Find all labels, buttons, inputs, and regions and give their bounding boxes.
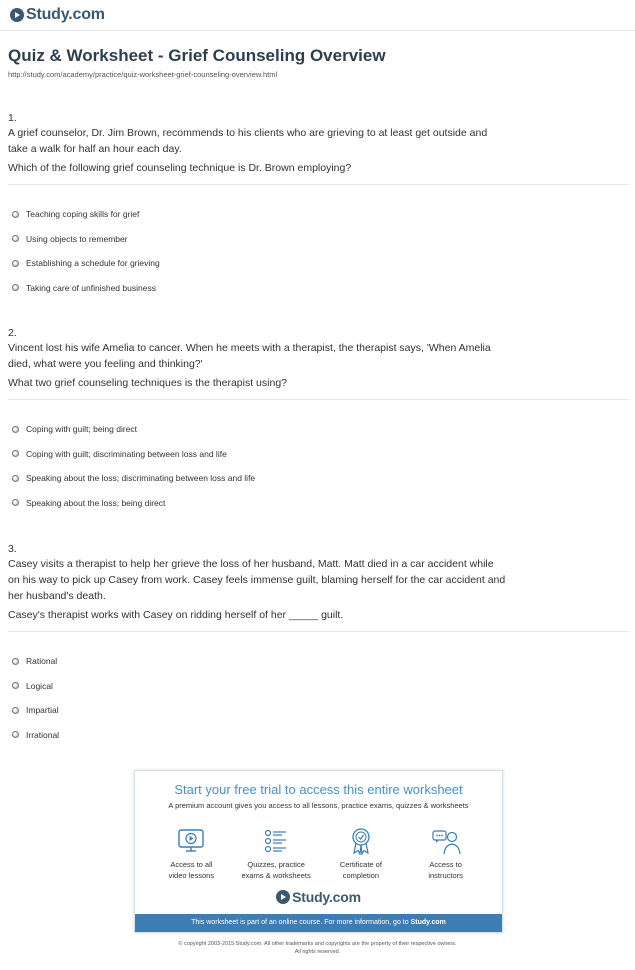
promo-title[interactable]: Start your free trial to access this entire worksheet xyxy=(174,782,463,797)
answer-option[interactable] xyxy=(12,227,160,252)
feature-label: exams & worksheets xyxy=(241,871,311,880)
header-divider xyxy=(0,30,635,31)
answer-option[interactable] xyxy=(12,698,59,723)
question-text: Vincent lost his wife Amelia to cancer. When he meets with a therapist, the therapist says, 'When Amelia died, what were you feeling and thinking?' xyxy=(8,342,491,370)
question-3 xyxy=(8,542,508,632)
feature-label: Access to all xyxy=(170,860,213,869)
answer-label: Establishing a schedule for grieving xyxy=(26,258,160,269)
answer-label: Coping with guilt; discriminating between loss and life xyxy=(26,448,227,459)
feature-certificate xyxy=(321,826,401,881)
radio-button[interactable] xyxy=(12,475,19,482)
answer-option[interactable] xyxy=(12,202,160,227)
question-prompt: What two grief counseling techniques is the therapist using? xyxy=(8,377,287,389)
study-logo-icon[interactable] xyxy=(10,8,24,22)
answer-label: Teaching coping skills for grief xyxy=(26,209,140,220)
certificate-icon xyxy=(321,826,401,856)
answer-option[interactable] xyxy=(12,417,255,442)
question-prompt: Casey's therapist works with Casey on ridding herself of her _____ guilt. xyxy=(8,609,344,621)
question-2 xyxy=(8,326,508,400)
copyright-footer xyxy=(0,940,635,956)
radio-button[interactable] xyxy=(12,260,19,267)
feature-quizzes xyxy=(236,826,316,881)
question-number: 1. xyxy=(8,112,17,124)
feature-label: Access to xyxy=(429,860,462,869)
answer-label: Speaking about the loss; discriminating between loss and life xyxy=(26,473,256,484)
answer-option[interactable] xyxy=(12,442,255,467)
answer-label: Speaking about the loss; being direct xyxy=(26,497,166,508)
copyright-line: © copyright 2003-2015 Study.com. All other trademarks and copyrights are the property of their respective owners. xyxy=(178,941,457,947)
answer-option[interactable] xyxy=(12,491,255,516)
question-1-options xyxy=(12,202,160,300)
radio-button[interactable] xyxy=(12,731,19,738)
question-3-options xyxy=(12,649,59,747)
answer-label: Using objects to remember xyxy=(26,233,128,244)
copyright-line: All rights reserved. xyxy=(294,949,341,955)
promo-bar-text: This worksheet is part of an online course. For more information, go to xyxy=(191,919,409,926)
answer-option[interactable] xyxy=(12,649,59,674)
premium-promo-box xyxy=(134,770,503,933)
feature-label: Certificate of xyxy=(339,860,382,869)
study-logo-icon xyxy=(276,890,290,904)
radio-button[interactable] xyxy=(12,450,19,457)
answer-option[interactable] xyxy=(12,723,59,748)
radio-button[interactable] xyxy=(12,707,19,714)
site-logo-text[interactable]: Study.com xyxy=(26,6,105,23)
answer-label: Rational xyxy=(26,656,58,667)
answer-option[interactable] xyxy=(12,674,59,699)
radio-button[interactable] xyxy=(12,658,19,665)
feature-video-lessons xyxy=(151,826,231,881)
question-divider xyxy=(8,399,628,400)
radio-button[interactable] xyxy=(12,235,19,242)
video-icon xyxy=(151,826,231,856)
promo-info-bar xyxy=(135,914,502,932)
answer-option[interactable] xyxy=(12,276,160,301)
answer-label: Taking care of unfinished business xyxy=(26,282,156,293)
promo-logo[interactable] xyxy=(135,889,502,905)
question-divider xyxy=(8,184,628,185)
radio-button[interactable] xyxy=(12,426,19,433)
radio-button[interactable] xyxy=(12,499,19,506)
question-number: 3. xyxy=(8,543,17,555)
answer-label: Logical xyxy=(26,680,53,691)
feature-label: Quizzes, practice xyxy=(247,860,305,869)
promo-bar-link[interactable]: Study.com xyxy=(410,919,446,926)
question-divider xyxy=(8,631,628,632)
question-2-options xyxy=(12,417,255,515)
feature-label: completion xyxy=(342,871,380,880)
feature-instructors xyxy=(406,826,486,881)
answer-option[interactable] xyxy=(12,251,160,276)
feature-label: instructors xyxy=(428,871,463,880)
site-header xyxy=(10,4,105,26)
question-text: Casey visits a therapist to help her grieve the loss of her husband, Matt. Matt died in a car accident while on his way to pick up Casey from work. Casey feels immense guilt, blaming herself for the car accident and her husband's death. xyxy=(8,558,506,602)
question-number: 2. xyxy=(8,327,17,339)
answer-label: Coping with guilt; being direct xyxy=(26,424,138,435)
list-icon xyxy=(236,826,316,856)
promo-subtitle: A premium account gives you access to all lessons, practice exams, quizzes & worksheets xyxy=(168,801,469,810)
feature-label: video lessons xyxy=(168,871,215,880)
question-1 xyxy=(8,111,508,185)
radio-button[interactable] xyxy=(12,211,19,218)
promo-features xyxy=(135,826,502,881)
radio-button[interactable] xyxy=(12,682,19,689)
answer-label: Impartial xyxy=(26,705,59,716)
instructor-icon xyxy=(406,826,486,856)
radio-button[interactable] xyxy=(12,284,19,291)
page-title: Quiz & Worksheet - Grief Counseling Overview xyxy=(8,46,386,65)
question-prompt: Which of the following grief counseling technique is Dr. Brown employing? xyxy=(8,162,352,174)
answer-label: Irrational xyxy=(26,729,60,740)
promo-logo-text: Study.com xyxy=(292,889,361,905)
answer-option[interactable] xyxy=(12,466,255,491)
question-text: A grief counselor, Dr. Jim Brown, recommends to his clients who are grieving to at least get outside and take a walk for half an hour each day. xyxy=(8,127,488,155)
page-url[interactable]: http://study.com/academy/practice/quiz-worksheet-grief-counseling-overview.html xyxy=(8,70,278,79)
